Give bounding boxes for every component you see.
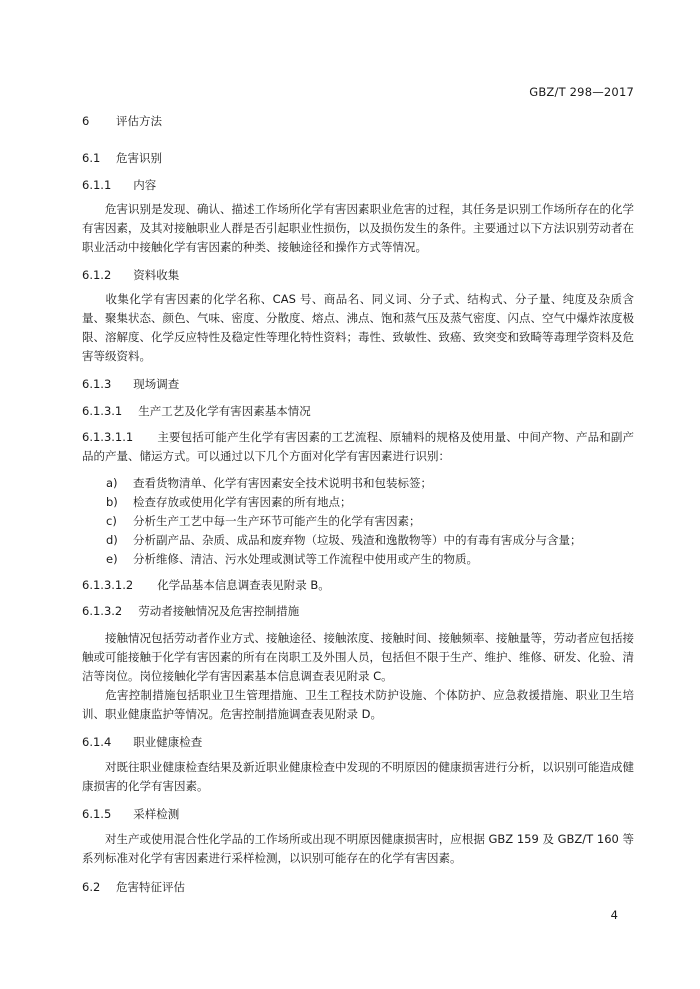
section-6-1-1-heading <box>82 177 156 193</box>
section-title: 内容 <box>133 178 157 192</box>
section-title: 职业健康检查 <box>133 735 203 749</box>
list-item: a) 查看货物清单、化学有害因素安全技术说明书和包装标签； <box>106 476 432 490</box>
section-6-1-heading <box>82 150 162 166</box>
section-6-1-4-heading <box>82 734 202 750</box>
section-number: 6.1.1 <box>82 178 112 192</box>
section-6-1-3-heading <box>82 376 179 392</box>
section-6-1-3-1-1-paragraph: 6.1.3.1.1 主要包括可能产生化学有害因素的工艺流程、原辅料的规格及使用量、中间产物、产品和副产品的产量、储运方式。可以通过以下几个方面对化学有害因素进行识别： <box>82 430 634 463</box>
list-item: e) 分析维修、清洁、污水处理或测试等工作流程中使用或产生的物质。 <box>106 552 478 566</box>
section-title: 现场调查 <box>133 377 180 391</box>
section-6-1-3-2-paragraph-2: 危害控制措施包括职业卫生管理措施、卫生工程技术防护设施、个体防护、应急救援措施、职业卫生培训、职业健康监护等情况。危害控制措施调查表见附录 D。 <box>82 688 634 721</box>
section-number: 6.1.3.1.2 <box>82 578 134 592</box>
section-number: 6.1.2 <box>82 268 112 282</box>
identification-list <box>82 474 634 569</box>
section-title: 评估方法 <box>116 114 162 128</box>
list-item: c) 分析生产工艺中每一生产环节可能产生的化学有害因素； <box>106 514 421 528</box>
section-6-1-3-2-heading <box>82 603 299 619</box>
section-title: 危害特征评估 <box>116 880 185 894</box>
section-number: 6.2 <box>82 880 101 894</box>
section-number: 6.1.3 <box>82 377 112 391</box>
section-number: 6.1.5 <box>82 807 112 821</box>
section-title: 采样检测 <box>133 807 180 821</box>
section-number: 6.1 <box>82 151 101 165</box>
section-6-heading <box>82 113 162 129</box>
section-number: 6.1.4 <box>82 735 112 749</box>
list-item: b) 检查存放或使用化学有害因素的所有地点； <box>106 495 352 509</box>
section-6-1-3-1-heading <box>82 403 311 419</box>
section-6-1-3-1-2-paragraph: 6.1.3.1.2 化学品基本信息调查表见附录 B。 <box>82 578 330 592</box>
section-6-1-1-paragraph: 危害识别是发现、确认、描述工作场所化学有害因素职业危害的过程，其任务是识别工作场所存在的化学有害因素，及其对接触职业人群是否引起职业性损伤，以及损伤发生的条件。主要通过以下方法识别劳动者在职业活动中接触化学有害因素的种类、接触途径和操作方式等情况。 <box>82 202 634 254</box>
section-6-1-5-heading <box>82 806 179 822</box>
standard-code-header: GBZ/T 298—2017 <box>529 85 634 99</box>
page-number: 4 <box>610 908 618 922</box>
section-number: 6.1.3.2 <box>82 604 123 618</box>
section-number: 6.1.3.1 <box>82 404 123 418</box>
section-title: 劳动者接触情况及危害控制措施 <box>138 604 300 618</box>
section-6-2-heading <box>82 879 185 895</box>
list-item: d) 分析副产品、杂质、成品和废弃物（垃圾、残渣和逸散物等）中的有毒有害成分与含量； <box>106 533 582 547</box>
section-title: 资料收集 <box>133 268 180 282</box>
section-6-1-2-paragraph: 收集化学有害因素的化学名称、CAS 号、商品名、同义词、分子式、结构式、分子量、纯度及杂质含量、聚集状态、颜色、气味、密度、分散度、熔点、沸点、饱和蒸气压及蒸气密度、闪点、空气中爆炸浓度极限、溶解度、化学反应特性及稳定性等理化特性资料；毒性、致敏性、致癌、致突变和致畸等毒理学资料及危害等级资料。 <box>82 292 634 363</box>
section-6-1-4-paragraph: 对既往职业健康检查结果及新近职业健康检查中发现的不明原因的健康损害进行分析，以识别可能造成健康损害的化学有害因素。 <box>82 760 634 793</box>
section-6-1-5-paragraph: 对生产或使用混合性化学品的工作场所或出现不明原因健康损害时，应根据 GBZ 159 及 GBZ/T 160 等系列标准对化学有害因素进行采样检测，以识别可能存在的化学有害因素。 <box>82 832 634 865</box>
section-title: 危害识别 <box>116 151 162 165</box>
section-title: 生产工艺及化学有害因素基本情况 <box>138 404 311 418</box>
section-number: 6.1.3.1.1 <box>82 430 134 444</box>
section-6-1-2-heading <box>82 267 179 283</box>
section-number: 6 <box>82 114 90 128</box>
section-6-1-3-2-paragraph-1: 接触情况包括劳动者作业方式、接触途径、接触浓度、接触时间、接触频率、接触量等，劳动者应包括接触或可能接触于化学有害因素的所有在岗职工及外围人员，包括但不限于生产、维护、维修、研发、化验、清洁等岗位。岗位接触化学有害因素基本信息调查表见附录 C。 <box>82 631 634 683</box>
